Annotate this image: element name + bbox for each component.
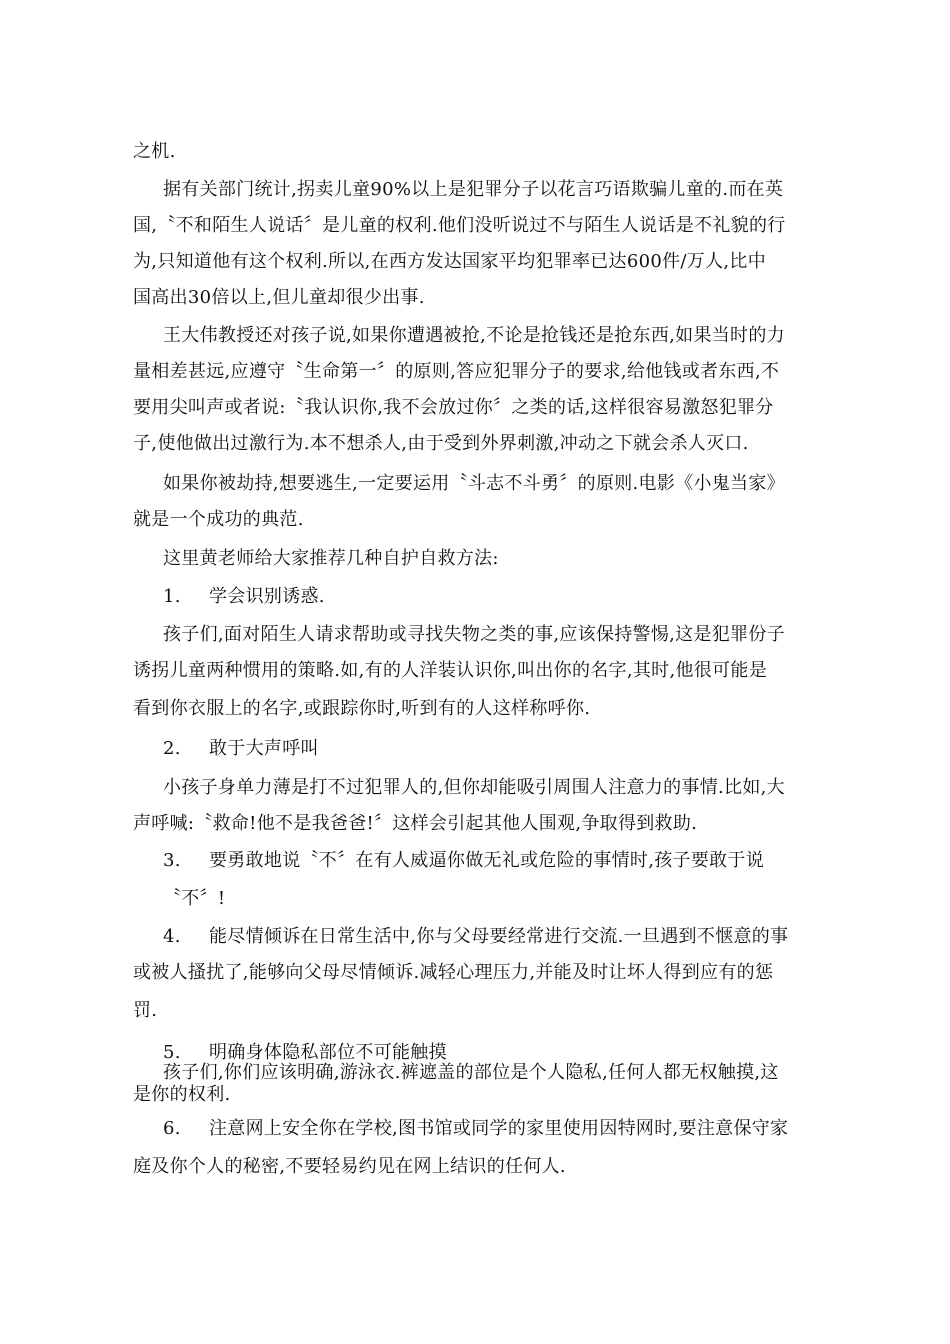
list-number: 5. bbox=[163, 1042, 181, 1063]
text-line: 子,使他做出过激行为.本不想杀人,由于受到外界刺激,冲动之下就会杀人灭口. bbox=[133, 433, 749, 454]
heading-text: 要勇敢地说〝不〞在有人威逼你做无礼或危险的事情时,孩子要敢于说 bbox=[209, 850, 765, 871]
heading-text: 明确身体隐私部位不可能触摸 bbox=[209, 1042, 447, 1063]
numbered-heading-1 bbox=[163, 585, 325, 609]
text-line: 要用尖叫声或者说:〝我认识你,我不会放过你〞之类的话,这样很容易激怒犯罪分 bbox=[133, 397, 774, 418]
list-number: 1. bbox=[163, 586, 181, 607]
text-line: 就是一个成功的典范. bbox=[133, 509, 304, 530]
heading-text: 能尽情倾诉在日常生活中,你与父母要经常进行交流.一旦遇到不惬意的事 bbox=[209, 926, 789, 947]
text-line: 量相差甚远,应遵守〝生命第一〞的原则,答应犯罪分子的要求,给他钱或者东西,不 bbox=[133, 361, 780, 382]
numbered-heading-3 bbox=[163, 849, 764, 873]
heading-text: 学会识别诱惑. bbox=[209, 586, 325, 607]
list-number: 6. bbox=[163, 1118, 181, 1139]
list-number: 2. bbox=[163, 738, 181, 759]
heading-text: 敢于大声呼叫 bbox=[209, 738, 319, 759]
text-line: 诱拐儿童两种惯用的策略.如,有的人洋装认识你,叫出你的名字,其时,他很可能是 bbox=[133, 660, 768, 681]
text-line: 是你的权利. bbox=[133, 1084, 231, 1105]
text-line: 声呼喊:〝救命!他不是我爸爸!〞这样会引起其他人围观,争取得到救助. bbox=[133, 813, 698, 834]
text-line: 如果你被劫持,想要逃生,一定要运用〝斗志不斗勇〞的原则.电影《小鬼当家》 bbox=[163, 473, 785, 494]
text-line: 罚. bbox=[133, 1000, 158, 1021]
text-line: 之机. bbox=[133, 141, 176, 162]
text-line: 据有关部门统计,拐卖儿童90%以上是犯罪分子以花言巧语欺骗儿童的.而在英 bbox=[163, 179, 784, 200]
list-number: 4. bbox=[163, 926, 181, 947]
text-line: 孩子们,你们应该明确,游泳衣.裤遮盖的部位是个人隐私,任何人都无权触摸,这 bbox=[163, 1062, 779, 1083]
numbered-heading-4 bbox=[163, 925, 788, 949]
numbered-heading-6 bbox=[163, 1117, 788, 1141]
text-line: 为,只知道他有这个权利.所以,在西方发达国家平均犯罪率已达600件/万人,比中 bbox=[133, 251, 767, 272]
text-line: 孩子们,面对陌生人请求帮助或寻找失物之类的事,应该保持警惕,这是犯罪份子 bbox=[163, 624, 785, 645]
numbered-heading-2 bbox=[163, 737, 319, 761]
text-line: 小孩子身单力薄是打不过犯罪人的,但你却能吸引周围人注意力的事情.比如,大 bbox=[163, 777, 785, 798]
text-line: 〝不〞! bbox=[163, 888, 226, 909]
text-line: 国,〝不和陌生人说话〞是儿童的权利.他们没听说过不与陌生人说话是不礼貌的行 bbox=[133, 215, 786, 236]
text-line: 庭及你个人的秘密,不要轻易约见在网上结识的任何人. bbox=[133, 1156, 566, 1177]
text-line: 这里黄老师给大家推荐几种自护自救方法: bbox=[163, 548, 499, 569]
text-line: 王大伟教授还对孩子说,如果你遭遇被抢,不论是抢钱还是抢东西,如果当时的力 bbox=[163, 325, 785, 346]
text-line: 或被人搔扰了,能够向父母尽情倾诉.减轻心理压力,并能及时让坏人得到应有的惩 bbox=[133, 962, 774, 983]
text-line: 看到你衣服上的名字,或跟踪你时,听到有的人这样称呼你. bbox=[133, 698, 591, 719]
list-number: 3. bbox=[163, 850, 181, 871]
heading-text: 注意网上安全你在学校,图书馆或同学的家里使用因特网时,要注意保守家 bbox=[209, 1118, 789, 1139]
text-line: 国高出30倍以上,但儿童却很少出事. bbox=[133, 287, 425, 308]
